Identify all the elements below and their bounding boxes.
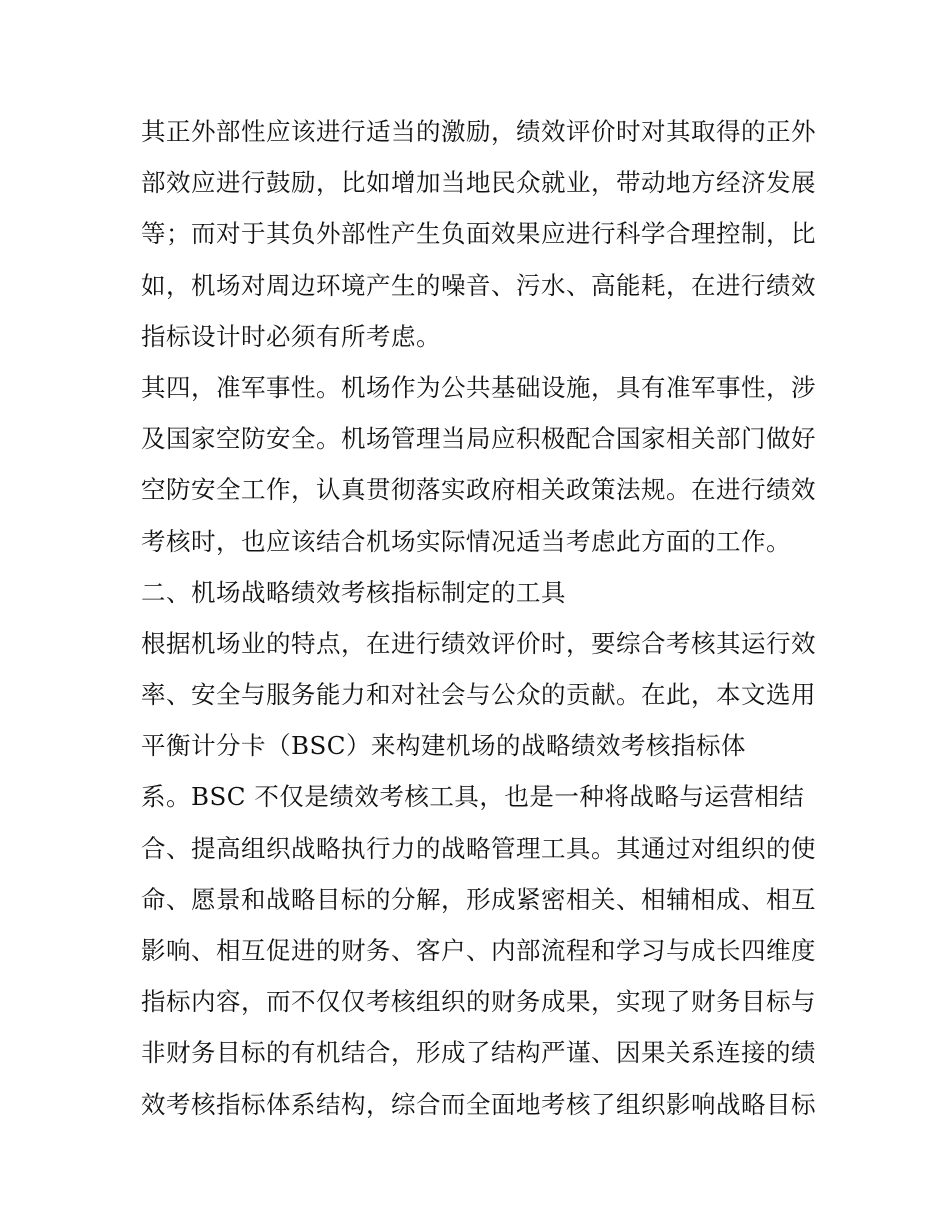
body-text xyxy=(141,106,821,1130)
text-line: 平衡计分卡（BSC）来构建机场的战略绩效考核指标体 xyxy=(141,731,747,761)
text-line: 效考核指标体系结构，综合而全面地考核了组织影响战略目标 xyxy=(141,1089,816,1119)
text-line: 指标内容，而不仅仅考核组织的财务成果，实现了财务目标与 xyxy=(141,987,816,1017)
text-line: 如，机场对周边环境产生的噪音、污水、高能耗，在进行绩效 xyxy=(141,270,816,300)
text-line: 考核时，也应该结合机场实际情况适当考虑此方面的工作。 xyxy=(141,526,791,556)
text-line: 其正外部性应该进行适当的激励，绩效评价时对其取得的正外 xyxy=(141,117,816,146)
text-line: 根据机场业的特点，在进行绩效评价时，要综合考核其运行效 xyxy=(141,628,816,658)
text-line: 系。BSC 不仅是绩效考核工具，也是一种将战略与运营相结 xyxy=(141,782,805,812)
text-line: 等；而对于其负外部性产生负面效果应进行科学合理控制，比 xyxy=(141,219,816,249)
text-line: 合、提高组织战略执行力的战略管理工具。其通过对组织的使 xyxy=(141,833,816,863)
text-line: 其四，准军事性。机场作为公共基础设施，具有准军事性，涉 xyxy=(141,372,816,402)
text-line: 部效应进行鼓励，比如增加当地民众就业，带动地方经济发展 xyxy=(141,168,816,198)
section-heading: 二、机场战略绩效考核指标制定的工具 xyxy=(141,577,566,607)
text-line: 影响、相互促进的财务、客户、内部流程和学习与成长四维度 xyxy=(141,936,816,965)
text-line: 及国家空防安全。机场管理当局应积极配合国家相关部门做好 xyxy=(141,424,816,454)
text-line: 命、愿景和战略目标的分解，形成紧密相关、相辅相成、相互 xyxy=(141,884,816,914)
text-line: 空防安全工作，认真贯彻落实政府相关政策法规。在进行绩效 xyxy=(141,475,816,505)
text-line: 率、安全与服务能力和对社会与公众的贡献。在此，本文选用 xyxy=(141,680,816,710)
text-line: 非财务目标的有机结合，形成了结构严谨、因果关系连接的绩 xyxy=(141,1038,816,1068)
text-line: 指标设计时必须有所考虑。 xyxy=(141,321,441,351)
